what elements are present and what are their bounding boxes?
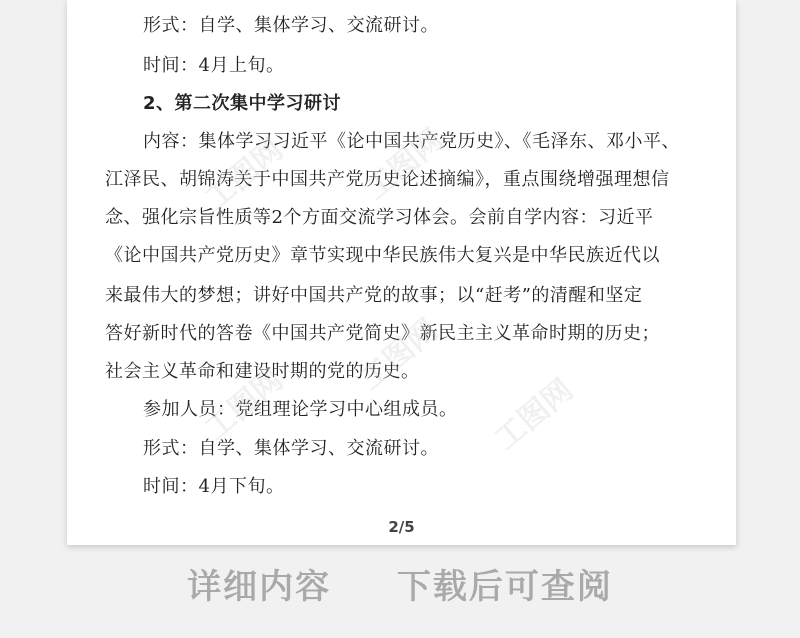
watermark: 工图网	[198, 132, 290, 218]
watermark: 工图网	[358, 122, 450, 208]
form-line-1: 形式：自学、集体学习、交流研讨。	[143, 15, 439, 36]
section-heading: 2、第二次集中学习研讨	[143, 93, 342, 114]
cta-download-text: 下载后可查阅	[396, 567, 613, 607]
content-line-7: 社会主义革命和建设时期的党的历史。	[105, 361, 420, 382]
content-line-5: 来最伟大的梦想；讲好中国共产党的故事；以“赶考”的清醒和坚定	[105, 285, 643, 306]
cta-details-text: 详细内容	[187, 567, 332, 607]
content-line-3: 念、强化宗旨性质等2个方面交流学习体会。会前自学内容：习近平	[105, 207, 654, 228]
content-line-4: 《论中国共产党历史》章节实现中华民族伟大复兴是中华民族近代以	[105, 245, 660, 266]
watermark: 工图网	[353, 312, 445, 398]
content-line-6: 答好新时代的答卷《中国共产党简史》新民主主义革命时期的历史；	[105, 323, 660, 344]
document-page	[67, 0, 736, 545]
watermark: 工图网	[198, 362, 290, 448]
page-number: 2/5	[388, 518, 415, 536]
participants-line: 参加人员：党组理论学习中心组成员。	[143, 399, 458, 420]
download-prompt	[0, 562, 800, 612]
form-line-2: 形式：自学、集体学习、交流研讨。	[143, 438, 439, 459]
content-line-1: 内容：集体学习习近平《论中国共产党历史》、《毛泽东、邓小平、	[143, 131, 680, 152]
content-line-2: 江泽民、胡锦涛关于中国共产党历史论述摘编》，重点围绕增强理想信	[105, 169, 670, 190]
time-line-2: 时间：4月下旬。	[143, 476, 285, 497]
time-line-1: 时间：4月上旬。	[143, 55, 285, 76]
watermark: 工图网	[488, 372, 580, 458]
